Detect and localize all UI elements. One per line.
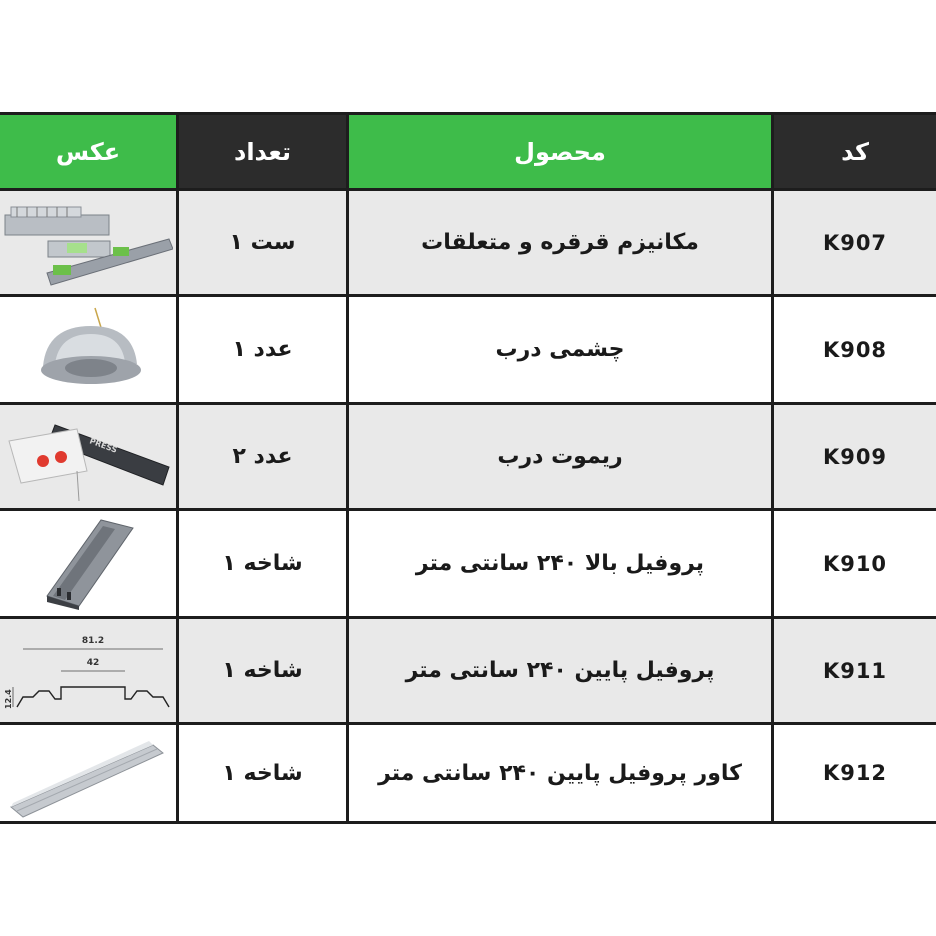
code-cell: K907 [822,230,888,255]
table-row [0,294,936,402]
product-table [0,112,936,824]
image-cell [0,619,179,722]
quantity-cell: ۱ شاخه [179,511,349,616]
image-cell [0,511,179,616]
bottom-profile-drawing-image [3,625,173,717]
image-cell [0,725,179,821]
product-cell: ریموت درب [349,405,774,508]
mechanism-parts-image [3,197,173,289]
product-cell: مکانیزم قرقره و متعلقات [349,191,774,294]
product-cell: پروفیل پایین ۲۴۰ سانتی متر [349,619,774,722]
image-cell [0,405,179,508]
table-header [0,115,936,188]
drawing-height-label: 12.4 [4,688,13,709]
header-image: عکس [0,115,179,188]
code-cell: K911 [822,658,888,683]
quantity-cell: ۱ ست [179,191,349,294]
door-sensor-image [3,304,173,396]
header-product: محصول [349,115,774,188]
quantity-cell: ۱ عدد [179,297,349,402]
code-cell: K910 [822,551,888,576]
drawing-width-label: 81.2 [81,635,105,646]
quantity-cell: ۱ شاخه [179,619,349,722]
table-row [0,508,936,616]
code-cell: K912 [822,761,888,785]
drawing-inner-label: 42 [86,657,100,668]
quantity-cell: ۱ شاخه [179,725,349,821]
header-quantity: تعداد [179,115,349,188]
code-cell: K908 [822,337,888,362]
quantity-cell: ۲ عدد [179,405,349,508]
table-row [0,722,936,821]
header-code: کد [774,115,936,188]
table-row [0,188,936,294]
product-cell: پروفیل بالا ۲۴۰ سانتی متر [349,511,774,616]
remote-press-label: PRESS [88,435,119,455]
table-row [0,616,936,722]
product-cell: چشمی درب [349,297,774,402]
top-profile-image [3,518,173,610]
image-cell [0,191,179,294]
profile-cover-image [3,727,173,819]
image-cell [0,297,179,402]
product-cell: کاور پروفیل پایین ۲۴۰ سانتی متر [349,725,774,821]
remote-control-image [3,411,173,503]
table-row [0,402,936,508]
code-cell: K909 [822,444,888,469]
